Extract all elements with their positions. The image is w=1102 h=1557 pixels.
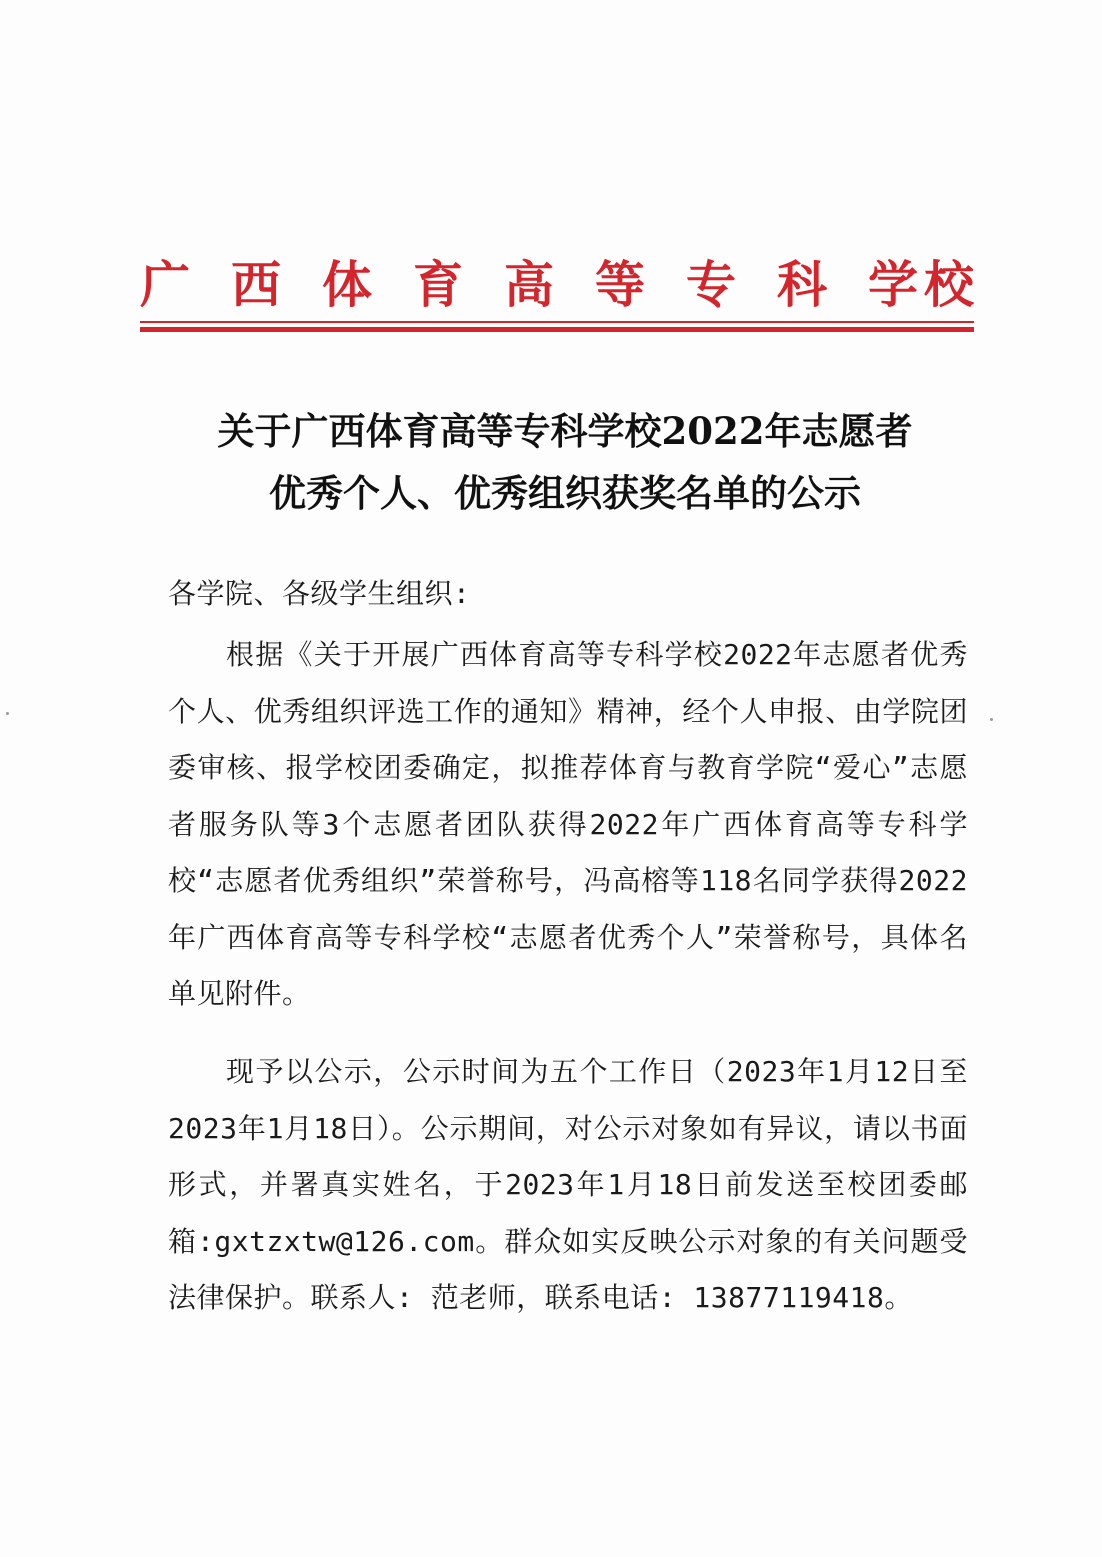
salutation: 各学院、各级学生组织: [168, 577, 471, 610]
notice-title-line: 关于广西体育高等专科学校2022年志愿者 [217, 409, 913, 453]
letterhead-char: 科 [777, 255, 827, 314]
scan-speck [990, 718, 993, 721]
notice-title [150, 400, 980, 524]
letterhead-char: 校 [924, 255, 974, 314]
letterhead-char: 体 [322, 255, 372, 314]
letterhead-char: 育 [413, 255, 463, 314]
letterhead-char: 专 [686, 255, 736, 314]
scan-speck [6, 712, 9, 715]
letterhead-char: 西 [231, 255, 281, 314]
letterhead-char: 广 [140, 255, 190, 314]
body-paragraph: 现予以公示，公示时间为五个工作日（2023年1月12日至2023年1月18日）。公示期间，对公示对象如有异议，请以书面形式，并署真实姓名，于2023年1月18日前发送至校团委邮箱:gxtzxtw@126.com。群众如实反映公示对象的有关问题受法律保护。联系人: 范老师，联系电话: 13877119418。 [168, 1055, 968, 1314]
body-paragraph: 根据《关于开展广西体育高等专科学校2022年志愿者优秀个人、优秀组织评选工作的通知》精神，经个人申报、由学院团委审核、报学校团委确定，拟推荐体育与教育学院“爱心”志愿者服务队等3个志愿者团队获得2022年广西体育高等专科学校“志愿者优秀组织”荣誉称号，冯高榕等118名同学获得2022年广西体育高等专科学校“志愿者优秀个人”荣誉称号，具体名单见附件。 [168, 638, 968, 1010]
letterhead-divider-thin [140, 321, 974, 323]
letterhead-divider-thick [140, 327, 974, 332]
letterhead-title [140, 250, 974, 320]
letterhead-char: 学 [868, 255, 918, 314]
letterhead-char: 等 [595, 255, 645, 314]
letterhead-char: 高 [504, 255, 554, 314]
notice-title-line: 优秀个人、优秀组织获奖名单的公示 [269, 471, 861, 515]
